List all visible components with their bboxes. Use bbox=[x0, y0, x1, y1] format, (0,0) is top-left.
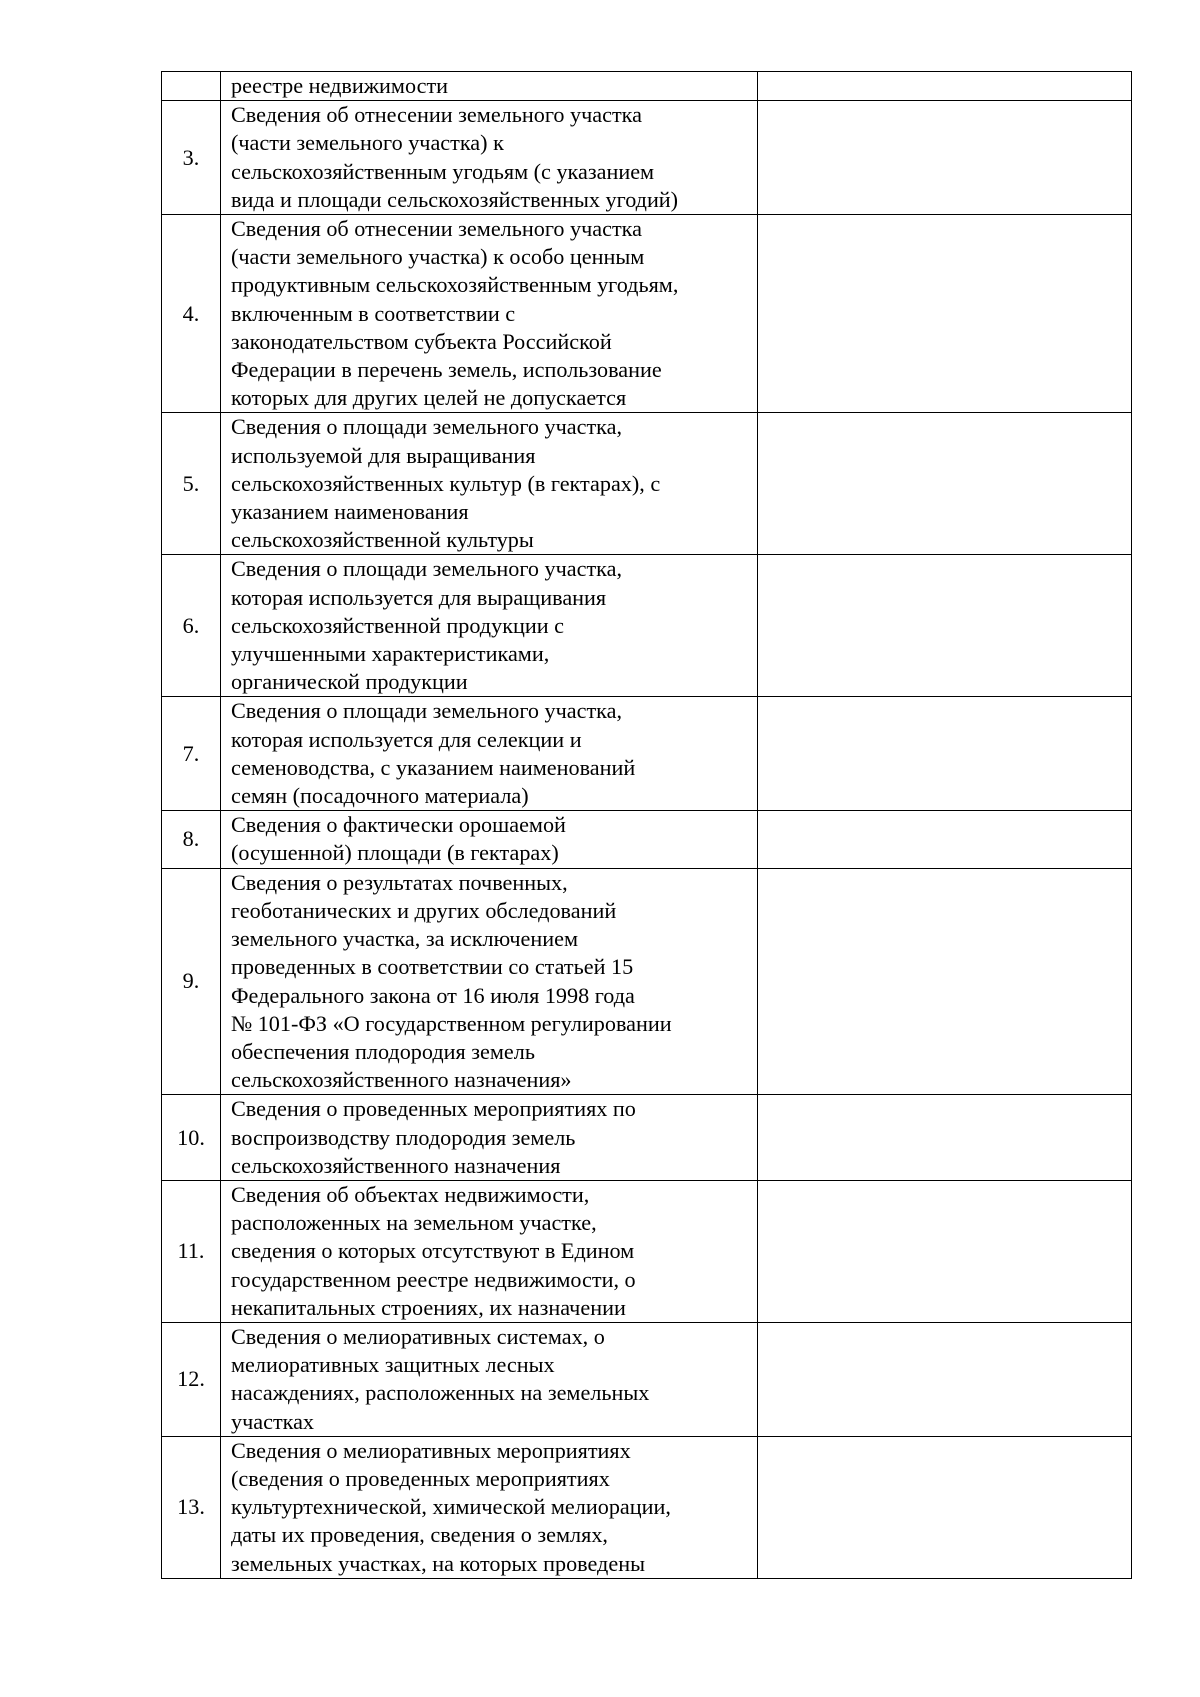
description-cell bbox=[221, 555, 758, 697]
table-row bbox=[162, 1095, 1132, 1181]
table-row bbox=[162, 697, 1132, 811]
table-row bbox=[162, 1322, 1132, 1436]
description-line: проведенных в соответствии со статьей 15 bbox=[231, 954, 634, 980]
table-body bbox=[162, 72, 1132, 1579]
description-line: земельного участка, за исключением bbox=[231, 926, 578, 952]
row-number-cell: 12. bbox=[162, 1322, 221, 1436]
description-line: (сведения о проведенных мероприятиях bbox=[231, 1465, 610, 1491]
row-number-cell: 10. bbox=[162, 1095, 221, 1181]
description-cell bbox=[221, 868, 758, 1095]
description-line: которая используется для селекции и bbox=[231, 726, 582, 752]
description-line: обеспечения плодородия земель bbox=[231, 1038, 535, 1064]
value-cell bbox=[758, 868, 1132, 1095]
description-line: сельскохозяйственной продукции с bbox=[231, 612, 564, 638]
table-row bbox=[162, 1436, 1132, 1578]
description-line: даты их проведения, сведения о землях, bbox=[231, 1522, 608, 1548]
value-cell bbox=[758, 1322, 1132, 1436]
row-number-cell: 7. bbox=[162, 697, 221, 811]
description-line: участках bbox=[231, 1408, 315, 1434]
table-row bbox=[162, 101, 1132, 215]
table-row bbox=[162, 555, 1132, 697]
description-line: Федерации в перечень земель, использование bbox=[231, 357, 662, 383]
row-number-cell: 11. bbox=[162, 1180, 221, 1322]
description-line: Сведения о площади земельного участка, bbox=[231, 698, 622, 724]
description-line: Сведения об объектах недвижимости, bbox=[231, 1181, 590, 1207]
row-number-cell: 5. bbox=[162, 413, 221, 555]
description-line: Сведения о площади земельного участка, bbox=[231, 414, 622, 440]
description-line: культуртехнической, химической мелиорации, bbox=[231, 1494, 671, 1520]
description-line: Сведения о проведенных мероприятиях по bbox=[231, 1096, 636, 1122]
value-cell bbox=[758, 1180, 1132, 1322]
table-row bbox=[162, 72, 1132, 101]
value-cell bbox=[758, 72, 1132, 101]
description-line: Сведения о мелиоративных мероприятиях bbox=[231, 1437, 631, 1463]
description-line: расположенных на земельном участке, bbox=[231, 1210, 597, 1236]
value-cell bbox=[758, 101, 1132, 215]
description-line: которых для других целей не допускается bbox=[231, 385, 627, 411]
description-line: указанием наименования bbox=[231, 499, 469, 525]
description-line: которая используется для выращивания bbox=[231, 584, 607, 610]
value-cell bbox=[758, 413, 1132, 555]
table-row bbox=[162, 811, 1132, 868]
description-line: улучшенными характеристиками, bbox=[231, 641, 550, 667]
value-cell bbox=[758, 1436, 1132, 1578]
description-cell bbox=[221, 1095, 758, 1181]
land-info-table bbox=[161, 71, 1132, 1579]
table-row bbox=[162, 413, 1132, 555]
description-line: реестре недвижимости bbox=[231, 73, 449, 98]
description-cell bbox=[221, 697, 758, 811]
row-number-cell: 13. bbox=[162, 1436, 221, 1578]
description-line: органической продукции bbox=[231, 669, 468, 695]
description-line: сведения о которых отсутствуют в Едином bbox=[231, 1238, 635, 1264]
row-number-cell: 8. bbox=[162, 811, 221, 868]
description-line: Сведения о площади земельного участка, bbox=[231, 556, 622, 582]
row-number-cell: 3. bbox=[162, 101, 221, 215]
description-line: сельскохозяйственных культур (в гектарах), с bbox=[231, 470, 661, 496]
description-line: используемой для выращивания bbox=[231, 442, 536, 468]
description-line: Сведения о мелиоративных системах, о bbox=[231, 1323, 605, 1349]
description-cell bbox=[221, 1180, 758, 1322]
description-cell bbox=[221, 1436, 758, 1578]
description-line: геоботанических и других обследований bbox=[231, 897, 617, 923]
value-cell bbox=[758, 555, 1132, 697]
description-line: Сведения о фактически орошаемой bbox=[231, 812, 566, 838]
description-cell bbox=[221, 101, 758, 215]
row-number-cell bbox=[162, 72, 221, 101]
table-row bbox=[162, 868, 1132, 1095]
value-cell bbox=[758, 215, 1132, 413]
description-line: сельскохозяйственным угодьям (с указанием bbox=[231, 158, 655, 184]
description-cell bbox=[221, 72, 758, 101]
description-line: Сведения о результатах почвенных, bbox=[231, 869, 568, 895]
description-line: мелиоративных защитных лесных bbox=[231, 1352, 555, 1378]
row-number-cell: 4. bbox=[162, 215, 221, 413]
value-cell bbox=[758, 697, 1132, 811]
table-row bbox=[162, 215, 1132, 413]
description-line: № 101-ФЗ «О государственном регулировании bbox=[231, 1010, 672, 1036]
description-line: воспроизводству плодородия земель bbox=[231, 1124, 576, 1150]
description-line: включенным в соответствии с bbox=[231, 300, 516, 326]
description-line: семеноводства, с указанием наименований bbox=[231, 754, 636, 780]
description-line: законодательством субъекта Российской bbox=[231, 328, 612, 354]
description-line: государственном реестре недвижимости, о bbox=[231, 1266, 636, 1292]
description-line: земельных участках, на которых проведены bbox=[231, 1550, 645, 1576]
description-line: вида и площади сельскохозяйственных угодий) bbox=[231, 186, 679, 212]
description-cell bbox=[221, 215, 758, 413]
description-line: продуктивным сельскохозяйственным угодьям, bbox=[231, 272, 679, 298]
description-line: некапитальных строениях, их назначении bbox=[231, 1294, 626, 1320]
description-line: сельскохозяйственного назначения» bbox=[231, 1067, 572, 1093]
description-line: насаждениях, расположенных на земельных bbox=[231, 1380, 650, 1406]
table-row bbox=[162, 1180, 1132, 1322]
description-line: Сведения об отнесении земельного участка bbox=[231, 102, 642, 128]
description-line: (осушенной) площади (в гектарах) bbox=[231, 840, 559, 866]
description-cell bbox=[221, 1322, 758, 1436]
description-line: семян (посадочного материала) bbox=[231, 783, 529, 809]
description-line: (части земельного участка) к особо ценным bbox=[231, 244, 645, 270]
value-cell bbox=[758, 811, 1132, 868]
document-page bbox=[161, 71, 1132, 1579]
description-line: сельскохозяйственной культуры bbox=[231, 527, 534, 553]
row-number-cell: 6. bbox=[162, 555, 221, 697]
description-cell bbox=[221, 413, 758, 555]
description-line: (части земельного участка) к bbox=[231, 130, 504, 156]
value-cell bbox=[758, 1095, 1132, 1181]
row-number-cell: 9. bbox=[162, 868, 221, 1095]
description-line: Федерального закона от 16 июля 1998 года bbox=[231, 982, 635, 1008]
description-line: сельскохозяйственного назначения bbox=[231, 1152, 561, 1178]
description-line: Сведения об отнесении земельного участка bbox=[231, 216, 642, 242]
description-cell bbox=[221, 811, 758, 868]
